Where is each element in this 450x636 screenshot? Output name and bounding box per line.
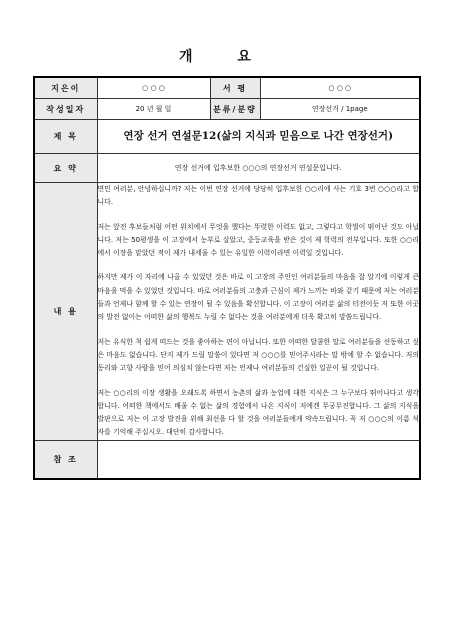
content-label: 내 용 — [34, 183, 97, 441]
author-label: 지은이 — [34, 77, 97, 99]
reference-value — [97, 440, 420, 479]
content-paragraph: 저는 앞전 후보들처럼 어떤 위치에서 무엇을 했다는 뚜렷한 이력도 없고, 그렇다고 학벌이 뛰어난 것도 아닙니다. 저는 50평생을 이 고장에서 농부로 살았고, 중등교육을 받은 것이 제 학력의 전부입니다. 또한 ○○리에서 이장을 맡았던 적이 제가 내세울 수 있는 유일한 이력이라면 이력일 것입니다. — [97, 222, 419, 258]
document-title: 개 요 — [179, 49, 271, 65]
content-paragraph: 저는 유식한 척 쉽게 떠드는 것을 좋아하는 편이 아닙니다. 또한 어떠한 달콤한 말로 여러분들을 선동하고 싶은 마음도 없습니다. 단지 제가 드릴 말씀이 있다면 저 ○○○를 믿어주시라는 말 밖에 할 수 없습니다. 저의 동리와 고향 사람을 믿어 의심치 않는다면 저는 언제나 여러분들의 건실한 일꾼이 될 것입니다. — [97, 337, 419, 373]
reference-label: 참 조 — [34, 440, 97, 479]
review-value: ○ ○ ○ — [260, 77, 420, 99]
author-row — [34, 77, 420, 99]
content-paragraph: 하지만 제가 이 자리에 나올 수 있었던 것은 바로 이 고장의 주인인 여러분들의 마음을 잘 알기에 이렇게 큰마음을 먹을 수 있었던 것입니다. 바로 여러분들의 고충과 근심이 제가 느끼는 바와 같기 때문에 저는 여러분들과 언제나 함께 할 수 있는 연장이 될 수 있음을 확신합니다. 이 고장이 여러분 삶의 터전이듯 저 또한 이곳의 발전 없이는 어떠한 삶의 행복도 누릴 수 없다는 것을 여러분에게 더욱 확고히 말씀드립니다. — [97, 273, 419, 322]
date-label: 작성일자 — [34, 99, 97, 120]
content-body — [97, 183, 420, 441]
subject-row — [34, 120, 420, 154]
date-value: 20 년 월 일 — [97, 99, 210, 120]
summary-row — [34, 154, 420, 183]
subject-label: 제 목 — [34, 120, 97, 154]
date-row — [34, 99, 420, 120]
summary-form-table — [33, 76, 421, 480]
author-value: ○ ○ ○ — [97, 77, 210, 99]
review-label: 서 평 — [210, 77, 260, 99]
summary-label: 요 약 — [34, 154, 97, 183]
category-label: 분류/분량 — [210, 99, 260, 120]
content-paragraph: 면민 여러분, 안녕하십니까? 저는 이번 연장 선거에 당당히 입후보한 ○○리에 사는 기호 3번 ○○○라고 합니다. — [97, 185, 419, 207]
summary-value: 연장 선거에 입후보한 ○○○의 연장선거 연설문입니다. — [97, 154, 420, 183]
subject-value: 연장 선거 연설문12(삶의 지식과 믿음으로 나간 연장선거) — [97, 120, 420, 154]
reference-row — [34, 440, 420, 479]
content-row — [34, 183, 420, 441]
content-paragraph: 저는 ○○리의 이장 생활을 오래도록 하면서 농촌의 삶과 농업에 대한 지식은 그 누구보다 뛰어나다고 생각합니다. 어떠한 책에서도 배울 수 없는 삶의 경험에서 나온 지식이 저에겐 무궁무진합니다. 그 삶의 지식을 발판으로 저는 이 고장 발전을 위해 최선을 다 할 것을 여러분들에게 약속드립니다. 꼭 저 ○○○의 이름 석 자를 기억해 주십시오. 대단히 감사합니다. — [97, 388, 419, 437]
category-value: 연장선거 / 1page — [260, 99, 420, 120]
